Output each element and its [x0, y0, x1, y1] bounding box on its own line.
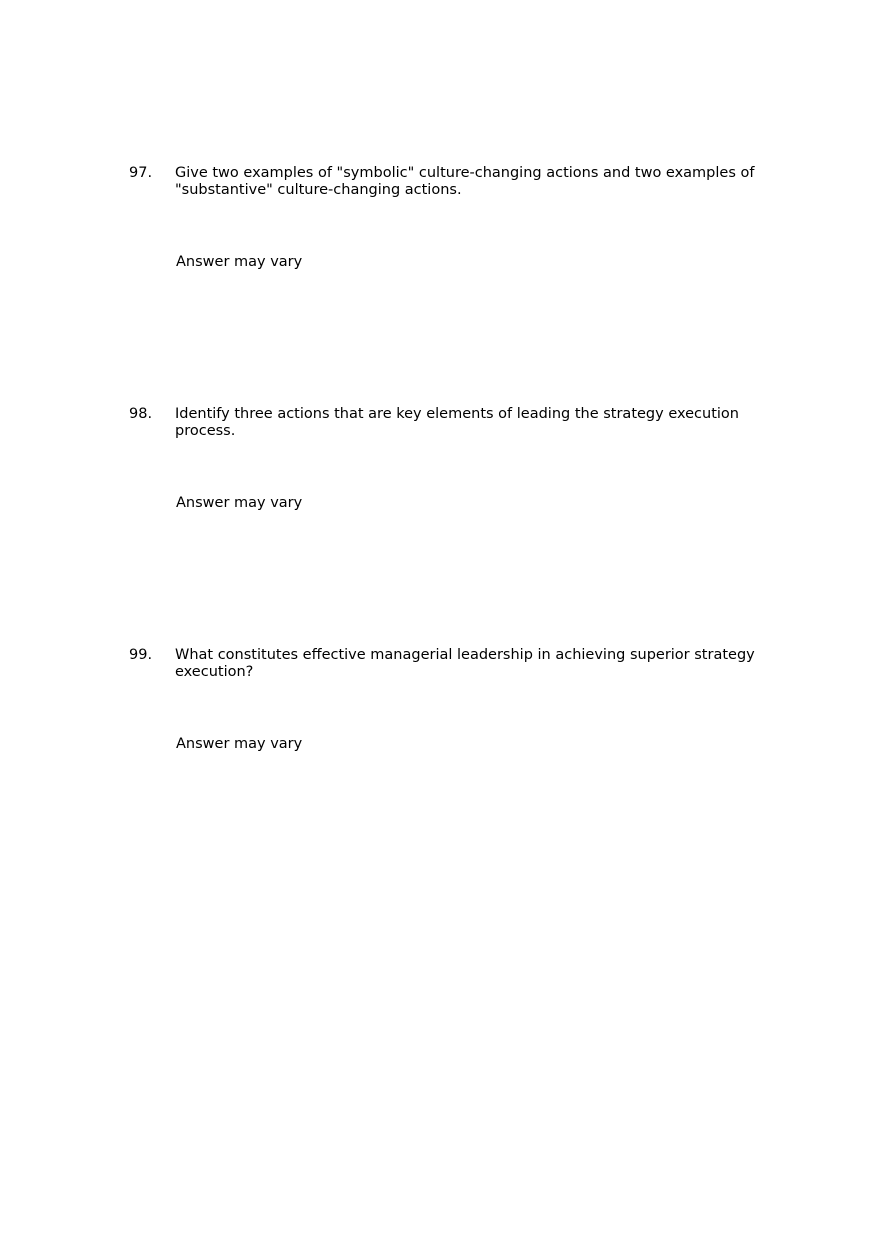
answer-97: Answer may vary — [176, 254, 303, 270]
question-text: What constitutes effective managerial leadership in achieving superior strategy execution? — [175, 647, 755, 680]
question-number: 97. — [129, 165, 153, 181]
question-number: 99. — [129, 647, 153, 663]
answer-99: Answer may vary — [176, 736, 303, 752]
answer-98: Answer may vary — [176, 495, 303, 511]
question-text: Identify three actions that are key elements of leading the strategy execution process. — [175, 406, 739, 439]
question-number: 98. — [129, 406, 153, 422]
question-text: Give two examples of "symbolic" culture-changing actions and two examples of "substantive" culture-changing actions. — [175, 165, 755, 198]
